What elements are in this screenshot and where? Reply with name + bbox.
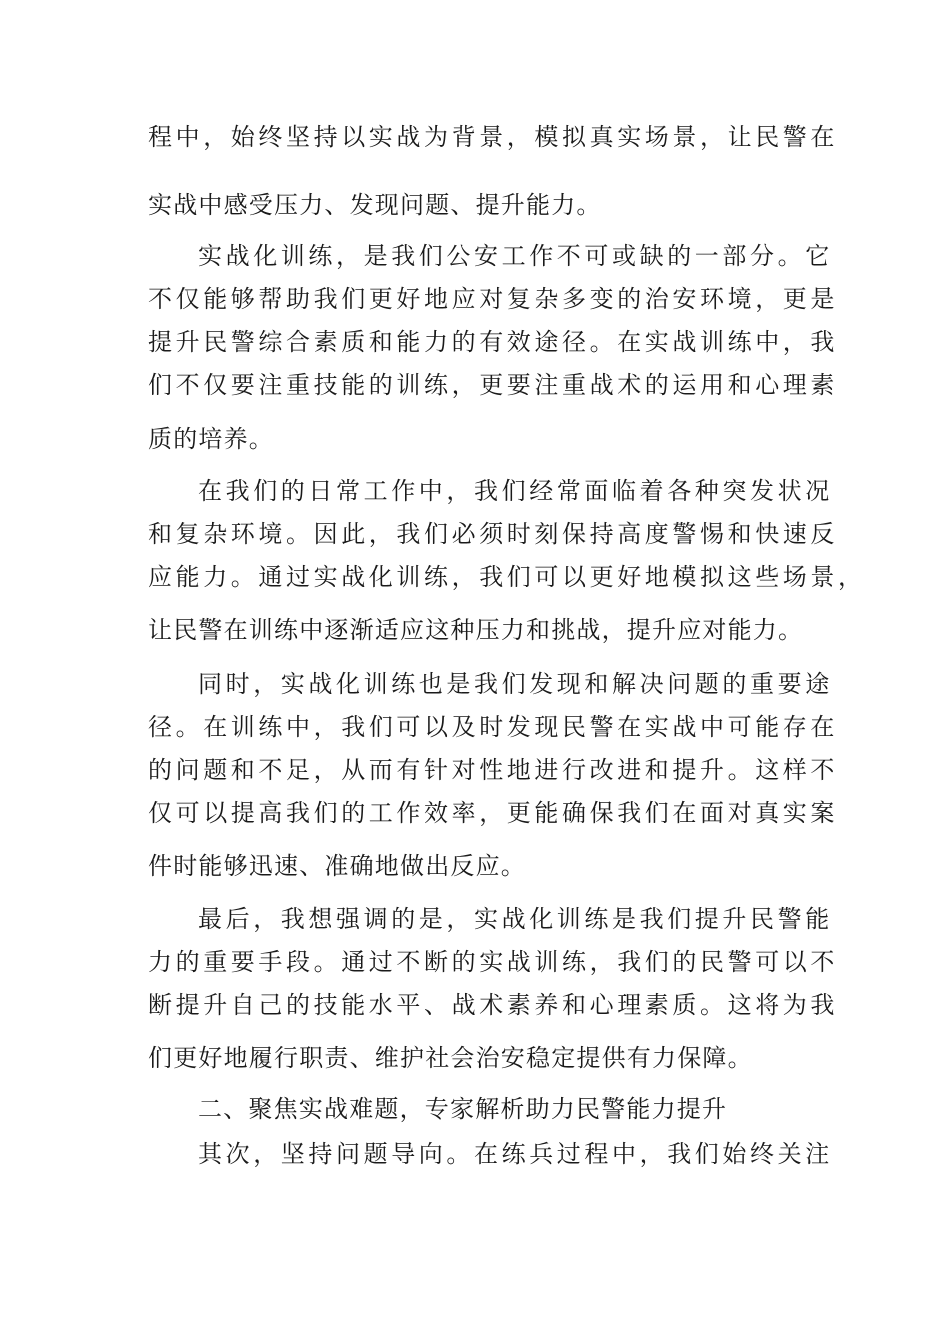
text-line: 径。在训练中，我们可以及时发现民警在实战中可能存在	[148, 713, 838, 741]
text-line: 件时能够迅速、准确地做出反应。	[148, 852, 526, 880]
text-line: 的问题和不足，从而有针对性地进行改进和提升。这样不	[148, 756, 838, 784]
text-line: 们更好地履行职责、维护社会治安稳定提供有力保障。	[148, 1044, 753, 1072]
text-line: 让民警在训练中逐渐适应这种压力和挑战，提升应对能力。	[148, 616, 804, 644]
text-line: 实战中感受压力、发现问题、提升能力。	[148, 191, 602, 219]
text-line: 质的培养。	[148, 425, 274, 453]
text-line: 提升民警综合素质和能力的有效途径。在实战训练中，我	[148, 328, 838, 356]
text-line: 程中，始终坚持以实战为背景，模拟真实场景，让民警在	[148, 123, 838, 151]
text-line: 和复杂环境。因此，我们必须时刻保持高度警惕和快速反	[148, 520, 838, 548]
paragraph-first-line: 同时，实战化训练也是我们发现和解决问题的重要途	[198, 670, 833, 698]
text-line: 力的重要手段。通过不断的实战训练，我们的民警可以不	[148, 948, 838, 976]
paragraph-first-line: 其次，坚持问题导向。在练兵过程中，我们始终关注	[198, 1140, 833, 1168]
paragraph-first-line: 实战化训练，是我们公安工作不可或缺的一部分。它	[198, 242, 833, 270]
text-line: 仅可以提高我们的工作效率，更能确保我们在面对真实案	[148, 799, 838, 827]
text-line: 应能力。通过实战化训练，我们可以更好地模拟这些场景，	[148, 563, 866, 591]
paragraph-first-line: 最后，我想强调的是，实战化训练是我们提升民警能	[198, 905, 833, 933]
text-line: 不仅能够帮助我们更好地应对复杂多变的治安环境，更是	[148, 285, 838, 313]
text-line: 断提升自己的技能水平、战术素养和心理素质。这将为我	[148, 991, 838, 1019]
paragraph-first-line: 在我们的日常工作中，我们经常面临着各种突发状况	[198, 477, 833, 505]
text-line: 们不仅要注重技能的训练，更要注重战术的运用和心理素	[148, 371, 838, 399]
section-heading: 二、聚焦实战难题，专家解析助力民警能力提升	[198, 1095, 728, 1123]
